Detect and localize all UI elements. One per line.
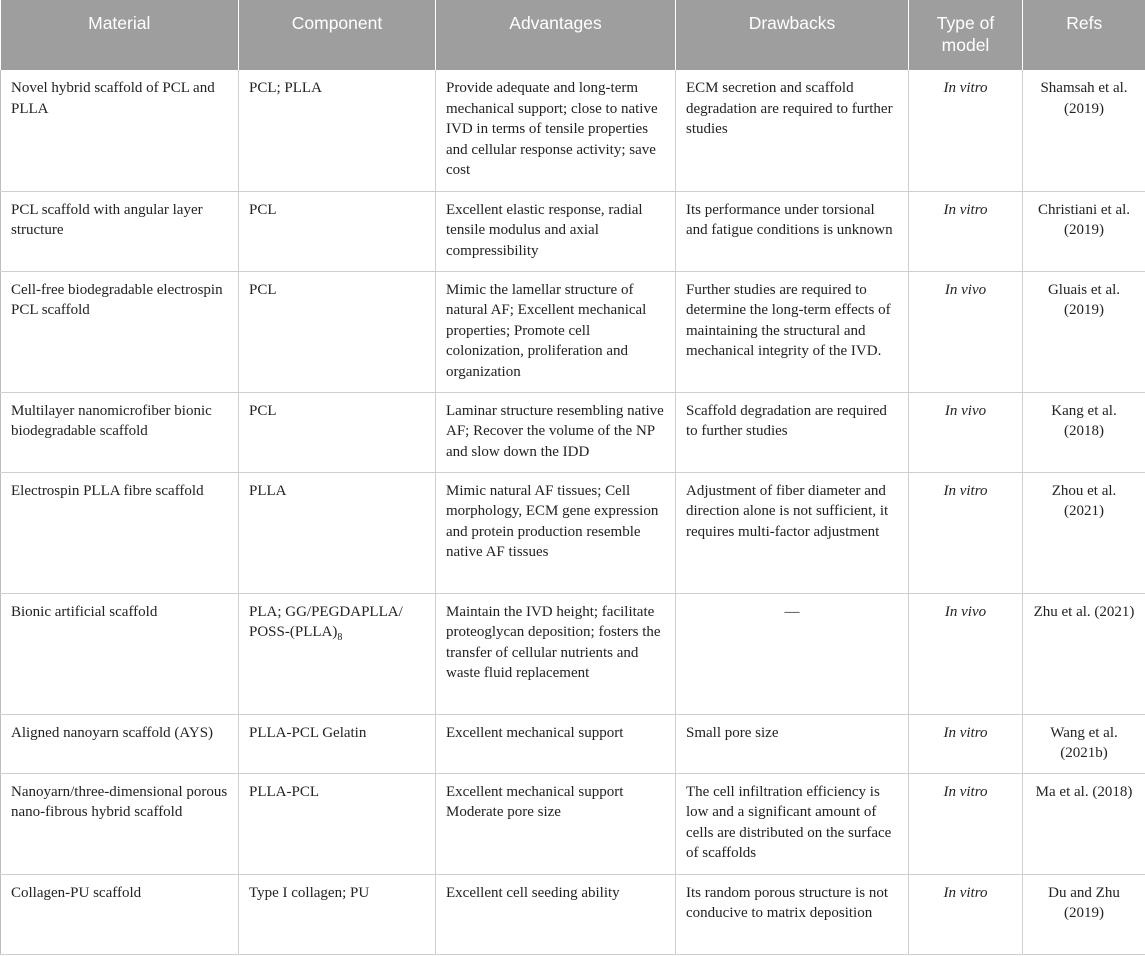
component-cell: Type I collagen; PU bbox=[239, 874, 436, 954]
material-cell: Nanoyarn/three-dimensional porous nano-fibrous hybrid scaffold bbox=[1, 773, 239, 874]
table-row bbox=[1, 392, 1145, 472]
advantages-cell: Mimic the lamellar structure of natural AF; Excellent mechanical properties; Promote cell colonization, proliferation and organization bbox=[436, 271, 676, 392]
material-cell: Multilayer nanomicrofiber bionic biodegradable scaffold bbox=[1, 392, 239, 472]
advantages-cell: Excellent cell seeding ability bbox=[436, 874, 676, 954]
component-cell: PCL bbox=[239, 271, 436, 392]
model-cell: In vivo bbox=[909, 392, 1023, 472]
drawbacks-cell: — bbox=[676, 593, 909, 714]
drawbacks-cell: Scaffold degradation are required to further studies bbox=[676, 392, 909, 472]
refs-cell: Christiani et al. (2019) bbox=[1023, 191, 1145, 271]
model-cell: In vivo bbox=[909, 593, 1023, 714]
refs-cell: Du and Zhu (2019) bbox=[1023, 874, 1145, 954]
advantages-cell: Provide adequate and long-term mechanical support; close to native IVD in terms of tensile properties and cellular response activity; save cost bbox=[436, 70, 676, 191]
drawbacks-cell: Further studies are required to determine the long-term effects of maintaining the structural and mechanical integrity of the IVD. bbox=[676, 271, 909, 392]
material-cell: Aligned nanoyarn scaffold (AYS) bbox=[1, 714, 239, 773]
refs-cell: Gluais et al. (2019) bbox=[1023, 271, 1145, 392]
model-cell: In vivo bbox=[909, 271, 1023, 392]
advantages-cell: Maintain the IVD height; facilitate proteoglycan deposition; fosters the transfer of cellular nutrients and waste fluid replacement bbox=[436, 593, 676, 714]
advantages-cell: Mimic natural AF tissues; Cell morphology, ECM gene expression and protein production resemble native AF tissues bbox=[436, 472, 676, 593]
header-drawbacks: Drawbacks bbox=[676, 0, 909, 70]
component-cell: PCL; PLLA bbox=[239, 70, 436, 191]
model-cell: In vitro bbox=[909, 714, 1023, 773]
drawbacks-cell: Adjustment of fiber diameter and direction alone is not sufficient, it requires multi-factor adjustment bbox=[676, 472, 909, 593]
header-advantages: Advantages bbox=[436, 0, 676, 70]
refs-cell: Shamsah et al. (2019) bbox=[1023, 70, 1145, 191]
advantages-cell: Excellent mechanical support Moderate pore size bbox=[436, 773, 676, 874]
component-cell bbox=[239, 593, 436, 714]
drawbacks-cell: The cell infiltration efficiency is low and a significant amount of cells are distributed on the surface of scaffolds bbox=[676, 773, 909, 874]
advantages-cell: Excellent elastic response, radial tensile modulus and axial compressibility bbox=[436, 191, 676, 271]
model-cell: In vitro bbox=[909, 191, 1023, 271]
refs-cell: Wang et al. (2021b) bbox=[1023, 714, 1145, 773]
header-model: Type of model bbox=[909, 0, 1023, 70]
table-row bbox=[1, 714, 1145, 773]
refs-cell: Kang et al. (2018) bbox=[1023, 392, 1145, 472]
table-row bbox=[1, 773, 1145, 874]
model-cell: In vitro bbox=[909, 472, 1023, 593]
drawbacks-cell: Small pore size bbox=[676, 714, 909, 773]
refs-cell: Zhu et al. (2021) bbox=[1023, 593, 1145, 714]
table-row bbox=[1, 191, 1145, 271]
component-cell: PCL bbox=[239, 392, 436, 472]
model-cell: In vitro bbox=[909, 773, 1023, 874]
model-cell: In vitro bbox=[909, 70, 1023, 191]
material-cell: Collagen-PU scaffold bbox=[1, 874, 239, 954]
drawbacks-cell: Its performance under torsional and fatigue conditions is unknown bbox=[676, 191, 909, 271]
table-row bbox=[1, 874, 1145, 954]
header-refs: Refs bbox=[1023, 0, 1145, 70]
component-text: PLA; GG/PEGDAPLLA/ POSS-(PLLA) bbox=[249, 603, 403, 641]
table-row bbox=[1, 70, 1145, 191]
header-material: Material bbox=[1, 0, 239, 70]
component-cell: PLLA-PCL bbox=[239, 773, 436, 874]
material-cell: Electrospin PLLA fibre scaffold bbox=[1, 472, 239, 593]
header-component: Component bbox=[239, 0, 436, 70]
advantages-cell: Excellent mechanical support bbox=[436, 714, 676, 773]
drawbacks-cell: Its random porous structure is not conducive to matrix deposition bbox=[676, 874, 909, 954]
model-cell: In vitro bbox=[909, 874, 1023, 954]
advantages-cell: Laminar structure resembling native AF; Recover the volume of the NP and slow down the IDD bbox=[436, 392, 676, 472]
table-row bbox=[1, 271, 1145, 392]
material-cell: Bionic artificial scaffold bbox=[1, 593, 239, 714]
component-subscript: 8 bbox=[337, 632, 343, 644]
material-cell: PCL scaffold with angular layer structure bbox=[1, 191, 239, 271]
refs-cell: Ma et al. (2018) bbox=[1023, 773, 1145, 874]
header-row bbox=[1, 0, 1145, 70]
material-cell: Cell-free biodegradable electrospin PCL scaffold bbox=[1, 271, 239, 392]
material-cell: Novel hybrid scaffold of PCL and PLLA bbox=[1, 70, 239, 191]
component-cell: PCL bbox=[239, 191, 436, 271]
drawbacks-cell: ECM secretion and scaffold degradation are required to further studies bbox=[676, 70, 909, 191]
refs-cell: Zhou et al. (2021) bbox=[1023, 472, 1145, 593]
component-cell: PLLA-PCL Gelatin bbox=[239, 714, 436, 773]
component-cell: PLLA bbox=[239, 472, 436, 593]
table-row bbox=[1, 593, 1145, 714]
table-row bbox=[1, 472, 1145, 593]
